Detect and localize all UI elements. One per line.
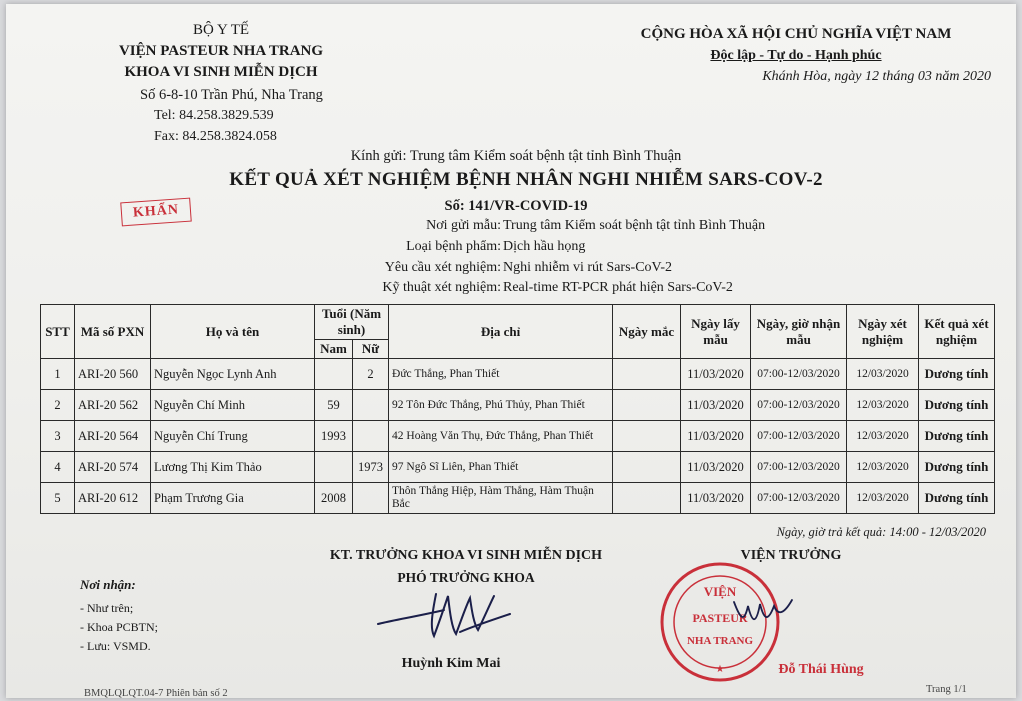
table-row [41, 359, 995, 390]
cell-onset [613, 390, 681, 421]
cell-address: 42 Hoàng Văn Thụ, Đức Thắng, Phan Thiết [389, 421, 613, 452]
recipient-item: - Khoa PCBTN; [80, 620, 158, 634]
cell-result: Dương tính [919, 359, 995, 390]
cell-result: Dương tính [919, 452, 995, 483]
cell-female: 2 [353, 359, 389, 390]
cell-male: 1993 [315, 421, 353, 452]
cell-stt: 4 [41, 452, 75, 483]
cell-code: ARI-20 562 [75, 390, 151, 421]
handwritten-signature-left [374, 584, 514, 644]
cell-collected: 11/03/2020 [681, 483, 751, 514]
seal-text-top: VIỆN [703, 584, 737, 599]
col-header-address: Địa chỉ [389, 305, 613, 359]
signer-right-title: VIỆN TRƯỞNG [740, 548, 842, 563]
table-row [41, 421, 995, 452]
info-value: Nghi nhiễm vi rút Sars-CoV-2 [503, 260, 673, 275]
info-value: Trung tâm Kiểm soát bệnh tật tỉnh Bình Thuận [503, 218, 766, 233]
info-value: Real-time RT-PCR phát hiện Sars-CoV-2 [503, 280, 733, 295]
col-header-stt: STT [41, 305, 75, 359]
cell-received: 07:00-12/03/2020 [751, 421, 847, 452]
ministry-name: BỘ Y TẾ [192, 22, 250, 38]
document-title: KẾT QUẢ XÉT NGHIỆM BỆNH NHÂN NGHI NHIỄM SARS-COV-2 [229, 169, 823, 190]
form-code: BMQLQLQT.04-7 Phiên bản số 2 [84, 688, 228, 699]
cell-female [353, 483, 389, 514]
signer-left-subtitle: PHÓ TRƯỞNG KHOA [397, 570, 535, 585]
info-label: Yêu cầu xét nghiệm: [384, 260, 501, 275]
recipient-item: - Lưu: VSMD. [80, 639, 151, 653]
institute-name: VIỆN PASTEUR NHA TRANG [118, 43, 324, 59]
cell-address: 92 Tôn Đức Thắng, Phú Thủy, Phan Thiết [389, 390, 613, 421]
cell-collected: 11/03/2020 [681, 390, 751, 421]
institute-tel: Tel: 84.258.3829.539 [154, 108, 274, 123]
col-header-age: Tuổi (Năm sinh) [315, 305, 389, 340]
cell-code: ARI-20 574 [75, 452, 151, 483]
addressee: Kính gửi: Trung tâm Kiểm soát bệnh tật tỉnh Bình Thuận [350, 148, 682, 164]
cell-received: 07:00-12/03/2020 [751, 452, 847, 483]
urgent-stamp: KHẨN [120, 198, 192, 227]
handwritten-signature-right [728, 592, 798, 632]
cell-stt: 1 [41, 359, 75, 390]
recipient-item: - Như trên; [80, 601, 134, 615]
col-header-code: Mã số PXN [75, 305, 151, 359]
cell-received: 07:00-12/03/2020 [751, 390, 847, 421]
cell-received: 07:00-12/03/2020 [751, 359, 847, 390]
place-date: Khánh Hòa, ngày 12 tháng 03 năm 2020 [762, 69, 991, 84]
cell-result: Dương tính [919, 483, 995, 514]
col-header-male: Nam [315, 340, 353, 359]
cell-result: Dương tính [919, 390, 995, 421]
cell-male [315, 452, 353, 483]
cell-stt: 5 [41, 483, 75, 514]
info-label: Kỹ thuật xét nghiệm: [382, 280, 501, 295]
cell-code: ARI-20 612 [75, 483, 151, 514]
cell-onset [613, 421, 681, 452]
col-header-tested: Ngày xét nghiệm [847, 305, 919, 359]
cell-tested: 12/03/2020 [847, 390, 919, 421]
seal-star-icon: ★ [715, 664, 725, 675]
cell-tested: 12/03/2020 [847, 452, 919, 483]
cell-address: 97 Ngô Sĩ Liên, Phan Thiết [389, 452, 613, 483]
national-motto: Độc lập - Tự do - Hạnh phúc [710, 48, 882, 63]
signer-left-name: Huỳnh Kim Mai [401, 656, 501, 671]
cell-name: Phạm Trương Gia [151, 483, 315, 514]
table-row [41, 483, 995, 514]
cell-stt: 2 [41, 390, 75, 421]
col-header-female: Nữ [353, 340, 389, 359]
cell-male [315, 359, 353, 390]
col-header-collected: Ngày lấy mẫu [681, 305, 751, 359]
cell-male: 59 [315, 390, 353, 421]
cell-tested: 12/03/2020 [847, 421, 919, 452]
cell-name: Nguyễn Chí Minh [151, 390, 315, 421]
cell-female: 1973 [353, 452, 389, 483]
seal-text-mid: PASTEUR [692, 611, 748, 625]
department-name: KHOA VI SINH MIỄN DỊCH [124, 64, 318, 80]
cell-address: Đức Thắng, Phan Thiết [389, 359, 613, 390]
cell-code: ARI-20 564 [75, 421, 151, 452]
info-label: Nơi gửi mẫu: [426, 218, 501, 233]
cell-code: ARI-20 560 [75, 359, 151, 390]
cell-collected: 11/03/2020 [681, 359, 751, 390]
seal-text-bottom: NHA TRANG [686, 635, 754, 647]
document-number: Số: 141/VR-COVID-19 [444, 198, 588, 214]
signer-left-title: KT. TRƯỞNG KHOA VI SINH MIỄN DỊCH [329, 548, 603, 563]
cell-onset [613, 359, 681, 390]
cell-onset [613, 452, 681, 483]
cell-collected: 11/03/2020 [681, 452, 751, 483]
cell-name: Nguyễn Chí Trung [151, 421, 315, 452]
cell-stt: 3 [41, 421, 75, 452]
col-header-received: Ngày, giờ nhận mẫu [751, 305, 847, 359]
info-label: Loại bệnh phẩm: [406, 239, 501, 254]
col-header-onset: Ngày mắc [613, 305, 681, 359]
cell-name: Nguyễn Ngọc Lynh Anh [151, 359, 315, 390]
cell-onset [613, 483, 681, 514]
signer-right-name: Đỗ Thái Hùng [778, 662, 864, 677]
return-date: Ngày, giờ trả kết quả: 14:00 - 12/03/2020 [776, 525, 986, 539]
col-header-name: Họ và tên [151, 305, 315, 359]
table-row [41, 452, 995, 483]
cell-address: Thôn Thắng Hiệp, Hàm Thắng, Hàm Thuận Bắc [389, 483, 613, 514]
institute-address: Số 6-8-10 Trần Phú, Nha Trang [140, 87, 323, 103]
institute-fax: Fax: 84.258.3824.058 [154, 129, 277, 144]
cell-collected: 11/03/2020 [681, 421, 751, 452]
col-header-result: Kết quả xét nghiệm [919, 305, 995, 359]
table-row [41, 390, 995, 421]
recipients-title: Nơi nhận: [80, 577, 136, 592]
cell-tested: 12/03/2020 [847, 483, 919, 514]
document-page [6, 4, 1016, 698]
cell-tested: 12/03/2020 [847, 359, 919, 390]
cell-male: 2008 [315, 483, 353, 514]
info-value: Dịch hầu họng [503, 239, 586, 254]
cell-female [353, 390, 389, 421]
cell-female [353, 421, 389, 452]
page-number: Trang 1/1 [926, 684, 967, 695]
republic-heading: CỘNG HÒA XÃ HỘI CHỦ NGHĨA VIỆT NAM [640, 26, 952, 42]
results-table [40, 304, 995, 514]
cell-result: Dương tính [919, 421, 995, 452]
cell-received: 07:00-12/03/2020 [751, 483, 847, 514]
cell-name: Lương Thị Kim Thảo [151, 452, 315, 483]
